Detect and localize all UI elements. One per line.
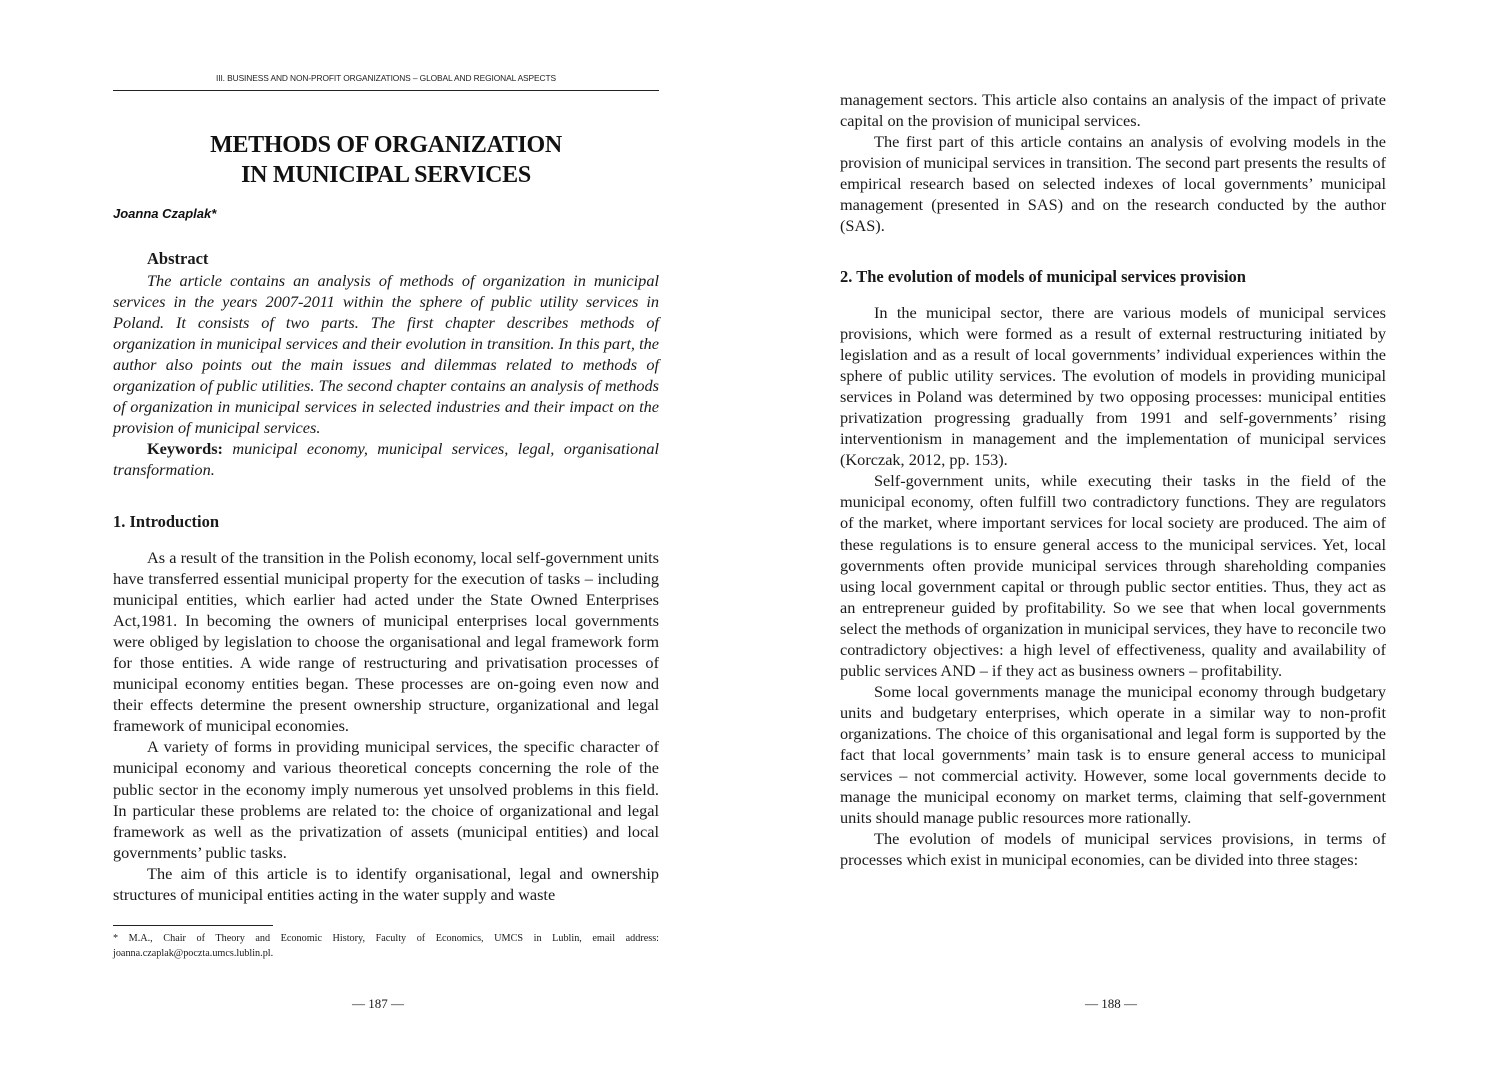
introduction-heading: 1. Introduction <box>113 512 220 531</box>
intro-paragraph: The aim of this article is to identify organisational, legal and ownership structures of municipal entities acting in the water supply and waste <box>113 863 659 904</box>
abstract-heading: Abstract <box>147 249 209 268</box>
body-paragraph: In the municipal sector, there are various models of municipal services provisions, which were formed as a result of external restructuring initiated by legislation and as a result of local governments’ individual experiences within the sphere of public utility services. The evolution of models in providing municipal services in Poland was determined by two opposing processes: municipal entities privatization progressing gradually from 1991 and self-governments’ rising interventionism in management and the implementation of municipal services (Korczak, 2012, pp. 153). <box>840 303 1386 470</box>
running-head-rule <box>113 90 659 91</box>
abstract-block <box>113 270 659 480</box>
footnote-rule <box>113 925 273 926</box>
author-name: Joanna Czaplak* <box>113 206 217 221</box>
body-paragraph: The first part of this article contains an analysis of evolving models in the provision of municipal services in transition. The second part presents the results of empirical research based on selected indexes of local governments’ municipal management (presented in SAS) and on the research conducted by the author (SAS). <box>840 132 1386 236</box>
running-head: III. BUSINESS AND NON-PROFIT ORGANIZATIONS – GLOBAL AND REGIONAL ASPECTS <box>216 73 556 83</box>
page-number: — 187 — <box>352 996 404 1011</box>
keywords-label: Keywords: <box>147 439 223 459</box>
section-2-body <box>840 302 1386 870</box>
footnote: * M.A., Chair of Theory and Economic History, Faculty of Economics, UMCS in Lublin, email address: joanna.czaplak@poczta.umcs.lublin.pl. <box>113 933 659 959</box>
page-number: — 188 — <box>1085 996 1137 1011</box>
keywords-text: municipal economy, municipal services, legal, organisational transformation. <box>113 439 659 480</box>
introduction-body <box>113 547 659 905</box>
section-2-heading: 2. The evolution of models of municipal services provision <box>840 267 1246 286</box>
title-line-2: IN MUNICIPAL SERVICES <box>241 162 531 188</box>
body-paragraph: The evolution of models of municipal services provisions, in terms of processes which exist in municipal economies, can be divided into three stages: <box>840 829 1386 870</box>
right-page <box>750 0 1500 1068</box>
body-paragraph: Self-government units, while executing their tasks in the field of the municipal economy, often fulfill two contradictory functions. They are regulators of the market, where important services for local society are produced. The aim of these regulations is to ensure general access to the municipal services. Yet, local governments often provide municipal services through shareholding companies using local government capital or through public sector entities. Thus, they act as an entrepreneur guided by profitability. So we see that when local governments select the methods of organization in municipal services, they have to reconcile two contradictory objectives: a high level of effectiveness, quality and availability of public services AND – if they act as business owners – profitability. <box>840 471 1386 680</box>
keywords <box>113 438 659 480</box>
article-title <box>113 130 659 190</box>
continued-text <box>840 89 1386 236</box>
intro-paragraph: As a result of the transition in the Polish economy, local self-government units have transferred essential municipal property for the execution of tasks – including municipal entities, which earlier had acted under the State Owned Enterprises Act,1981. In becoming the owners of municipal enterprises local governments were obliged by legislation to choose the organisational and legal framework form for those entities. A wide range of restructuring and privatisation processes of municipal economy entities began. These processes are on-going even now and their effects determine the present ownership structure, organizational and legal framework of municipal economies. <box>113 548 659 736</box>
body-paragraph: management sectors. This article also contains an analysis of the impact of private capital on the provision of municipal services. <box>840 90 1386 131</box>
body-paragraph: Some local governments manage the municipal economy through budgetary units and budgetary enterprises, which operate in a similar way to non-profit organizations. The choice of this organisational and legal form is supported by the fact that local governments’ main task is to ensure general access to municipal services – not commercial activity. However, some local governments decide to manage the municipal economy on market terms, claiming that self-government units should manage public resources more rationally. <box>840 681 1386 828</box>
title-line-1: METHODS OF ORGANIZATION <box>210 132 562 158</box>
abstract-text: The article contains an analysis of methods of organization in municipal services in the years 2007-2011 within the sphere of public utility services in Poland. It consists of two parts. The first chapter describes methods of organization in municipal services and their evolution in transition. In this part, the author also points out the main issues and dilemmas related to methods of organization of public utilities. The second chapter contains an analysis of methods of organization in municipal services in selected industries and their impact on the provision of municipal services. <box>113 271 659 438</box>
intro-paragraph: A variety of forms in providing municipal services, the specific character of municipal economy and various theoretical concepts concerning the role of the public sector in the economy imply numerous yet unsolved problems in this field. In particular these problems are related to: the choice of organizational and legal framework as well as the privatization of assets (municipal entities) and local governments’ public tasks. <box>113 737 659 862</box>
